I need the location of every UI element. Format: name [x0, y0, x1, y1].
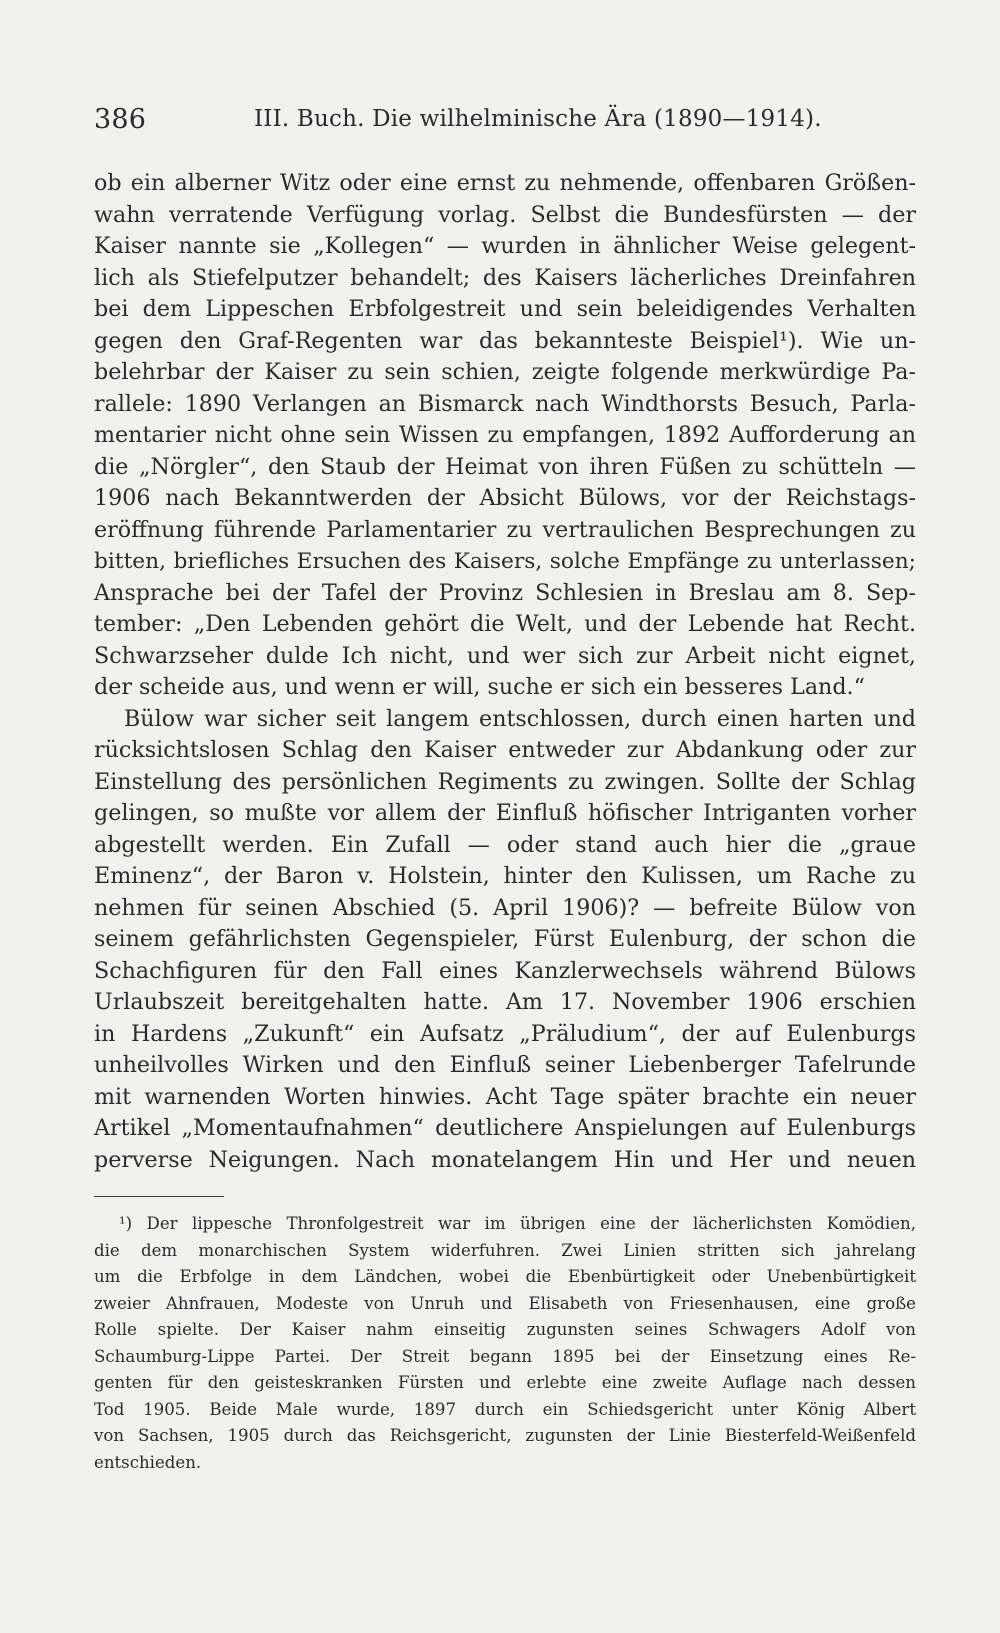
text-line: mentarier nicht ohne sein Wissen zu empfangen, 1892 Aufforderung an — [94, 422, 916, 448]
text-line: seinem gefährlichsten Gegenspieler, Fürst Eulenburg, der schon die — [94, 926, 916, 952]
text-line: die „Nörgler“, den Staub der Heimat von ihren Füßen zu schütteln — — [94, 453, 916, 480]
text-line: perverse Neigungen. Nach monatelangem Hin und Her und neuen — [94, 1146, 916, 1173]
footnote-line: Rolle spielte. Der Kaiser nahm einseitig zugunsten seines Schwagers Adolf von — [94, 1320, 916, 1339]
text-line: Ansprache bei der Tafel der Provinz Schlesien in Breslau am 8. Sep- — [94, 579, 916, 606]
text-line: Schwarzseher dulde Ich nicht, und wer sich zur Arbeit nicht eignet, — [94, 642, 916, 669]
text-line: unheilvolles Wirken und den Einfluß seiner Liebenberger Tafelrunde — [94, 1052, 916, 1078]
text-line: wahn verratende Verfügung vorlag. Selbst die Bundesfürsten — der — [94, 201, 916, 228]
text-line: mit warnenden Worten hinwies. Acht Tage später brachte ein neuer — [94, 1083, 916, 1110]
footnote-line: entschieden. — [94, 1452, 202, 1472]
text-line: der scheide aus, und wenn er will, suche er sich ein besseres Land.“ — [94, 674, 865, 700]
footnote-line: Schaumburg-Lippe Partei. Der Streit begann 1895 bei der Einsetzung eines Re- — [94, 1346, 916, 1366]
text-line: Schachfiguren für den Fall eines Kanzlerwechsels während Bülows — [94, 957, 916, 984]
text-line: tember: „Den Lebenden gehört die Welt, und der Lebende hat Recht. — [94, 611, 916, 637]
footnote-line: zweier Ahnfrauen, Modeste von Unruh und Elisabeth von Friesenhausen, eine große — [94, 1293, 916, 1313]
footnote-line: von Sachsen, 1905 durch das Reichsgericht, zugunsten der Linie Biesterfeld-Weißenfeld — [94, 1426, 916, 1445]
text-line: Einstellung des persönlichen Regiments zu zwingen. Sollte der Schlag — [94, 768, 916, 795]
footnote-line: ¹) Der lippesche Thronfolgestreit war im übrigen eine der lächerlichsten Komödien, — [119, 1214, 916, 1233]
text-line: bei dem Lippeschen Erbfolgestreit und sein beleidigendes Verhalten — [94, 296, 916, 322]
text-line: eröffnung führende Parlamentarier zu vertraulichen Besprechungen zu — [94, 516, 916, 543]
footnote-line: genten für den geisteskranken Fürsten und erlebte eine zweite Auflage nach dessen — [94, 1373, 916, 1392]
paragraph-start-line: Bülow war sicher seit langem entschlossen, durch einen harten und — [124, 705, 916, 732]
text-line: Artikel „Momentaufnahmen“ deutlichere Anspielungen auf Eulenburgs — [94, 1115, 916, 1141]
text-line: Kaiser nannte sie „Kollegen“ — wurden in ähnlicher Weise gelegent- — [94, 233, 916, 259]
text-line: rücksichtslosen Schlag den Kaiser entweder zur Abdankung oder zur — [94, 737, 916, 763]
page-number: 386 — [94, 104, 147, 135]
footnotes — [94, 1211, 916, 1476]
text-line: Eminenz“, der Baron v. Holstein, hinter den Kulissen, um Rache zu — [94, 863, 916, 889]
text-line: Urlaubszeit bereitgehalten hatte. Am 17. November 1906 erschien — [94, 989, 916, 1015]
text-line: lich als Stiefelputzer behandelt; des Kaisers lächerliches Dreinfahren — [94, 264, 916, 291]
main-text — [94, 168, 916, 1176]
footnote-line: Tod 1905. Beide Male wurde, 1897 durch ein Schiedsgericht unter König Albert — [94, 1399, 916, 1419]
text-line: nehmen für seinen Abschied (5. April 1906)? — befreite Bülow von — [94, 894, 916, 921]
text-line: rallele: 1890 Verlangen an Bismarck nach Windthorsts Besuch, Parla- — [94, 390, 916, 417]
text-line: bitten, briefliches Ersuchen des Kaisers, solche Empfänge zu unterlassen; — [94, 549, 916, 574]
running-head: III. Buch. Die wilhelminische Ära (1890—1914). — [254, 106, 822, 132]
text-line: gegen den Graf-Regenten war das bekannteste Beispiel¹). Wie un- — [94, 327, 916, 354]
text-line: belehrbar der Kaiser zu sein schien, zeigte folgende merkwürdige Pa- — [94, 359, 916, 385]
footnote-line: um die Erbfolge in dem Ländchen, wobei die Ebenbürtigkeit oder Unebenbürtigkeit — [94, 1267, 916, 1286]
text-line: 1906 nach Bekanntwerden der Absicht Bülows, vor der Reichstags- — [94, 485, 916, 511]
text-line: gelingen, so mußte vor allem der Einfluß höfischer Intriganten vorher — [94, 800, 916, 826]
footnote-line: die dem monarchischen System widerfuhren. Zwei Linien stritten sich jahrelang — [94, 1240, 916, 1260]
text-line: in Hardens „Zukunft“ ein Aufsatz „Präludium“, der auf Eulenburgs — [94, 1020, 916, 1047]
page-header — [94, 104, 914, 140]
text-line: ob ein alberner Witz oder eine ernst zu nehmende, offenbaren Größen- — [94, 170, 916, 196]
footnote-divider — [94, 1196, 224, 1197]
text-line: abgestellt werden. Ein Zufall — oder stand auch hier die „graue — [94, 831, 916, 858]
